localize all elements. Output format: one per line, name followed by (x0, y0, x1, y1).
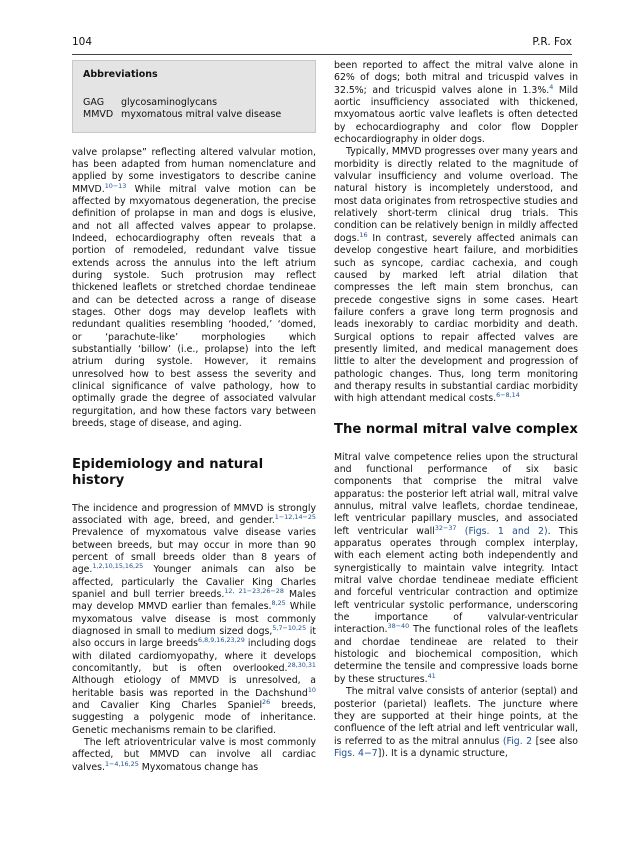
citation-link[interactable]: 5,7−10,25 (272, 623, 307, 632)
citation-link[interactable]: 38−40 (387, 622, 410, 631)
abbreviations-box (72, 60, 316, 133)
citation-link[interactable]: 12, 21−23,26−28 (224, 586, 284, 595)
abbreviation-row (83, 97, 305, 109)
abbreviation-key: MMVD (83, 109, 114, 121)
running-author: P.R. Fox (532, 36, 572, 48)
abbreviation-row (83, 109, 305, 121)
abbreviation-key: GAG (83, 97, 105, 109)
citation-link[interactable]: 32−37 (434, 523, 457, 532)
abbreviation-value: glycosaminoglycans (121, 97, 218, 109)
paragraph-progression: Typically, MMVD progresses over many years and morbidity is directly related to the magnitude of valvular insufficiency and volume overload. The natural history is incompletely understood, and most data originates from retrospective studies and relatively short-term clinical drug trials. This condition can be relatively benign in mildly affected dogs.$^{16}$ In contrast, severely affected animals can develop congestive heart failure, and morbidities such as syncope, cardiac cachexia, and cough caused by marked left atrial dilation that compresses the left main stem bronchus, can precede congestive signs in some cases. Heart failure confers a grave long term prognosis and leads inexorably to cardiac morbidity and death. Surgical options to repair affected valves are presently limited, and medical management does little to alter the development and progression of pathologic changes. Thus, long term monitoring and therapy results in substantial cardiac morbidity with high attendant medical costs.$^{6-8,14}$ (334, 146, 578, 405)
paragraph-prolapse: valve prolapse” reflecting altered valvular motion, has been adapted from human nomenclature and applied by some investigators to describe canine MMVD.$^{10-13}$ While mitral valve motion can be affected by mxyomatous degeneration, the precise definition of prolapse in man and dogs is elusive, and not all affected valves appear to prolapse. Indeed, echocardiography often reveals that a portion of remodeled, redundant valve tissue extends across the annulus into the left atrium during systole. Such protrusion may reflect thickened leaflets or stretched chordae tendineae and can be detected across a range of disease stages. Other dogs may develop leaflets with redundant qualities resembling ‘hooded,’ ‘domed, or ‘parachute-like’ morphologies which substantially ‘billow’ (i.e., prolapse) into the left atrium during systole. However, it remains unresolved how to best assess the severity and clinical significance of valve pathology, how to optimally grade the degree of associated valvular regurgitation, and how these factors vary between breeds, stage of disease, and aging. (72, 146, 316, 430)
abbreviations-title: Abbreviations (83, 69, 158, 80)
abbreviation-value: myxomatous mitral valve disease (121, 109, 282, 121)
section-heading-epidemiology: Epidemiology and natural history (72, 456, 264, 488)
citation-link[interactable]: 41 (427, 671, 436, 680)
citation-link[interactable]: 6−8,14 (496, 391, 520, 400)
citation-link[interactable]: 6,8,9,16,23,29 (198, 636, 245, 645)
citation-link[interactable]: 1−4,16,25 (104, 759, 139, 768)
citation-link[interactable]: 28,30,31 (287, 660, 316, 669)
right-column (334, 60, 578, 760)
citation-link[interactable]: 4 (549, 82, 554, 91)
citation-link[interactable]: 26 (262, 697, 271, 706)
page-number: 104 (72, 36, 93, 48)
citation-link[interactable]: 10 (307, 685, 316, 694)
figure-link[interactable]: (Figs. 1 and 2) (456, 525, 548, 537)
section-heading-mitral-complex: The normal mitral valve complex (334, 421, 578, 437)
paragraph-leaflets: The mitral valve consists of anterior (septal) and posterior (parietal) leaflets. The juncture where they are supported at their hinge points, at the confluence of the left atrial and left ventricular wall, is referred to as the mitral annulus (Fig. 2 [see also Figs. 4−7]). It is a dynamic structure, (334, 686, 578, 759)
left-column (72, 60, 316, 774)
paragraph-competence: Mitral valve competence relies upon the structural and functional performance of six basic components that comprise the mitral valve apparatus: the posterior left atrial wall, mitral valve annulus, mitral valve leaflets, chordae tendineae, left ventricular papillary muscles, and associated left ventricular wall$^{32-37}$ (Figs. 1 and 2). This apparatus operates through complex interplay, with each element acting both independently and synergistically to maintain valve integrity. Intact mitral valve chordae tendineae mediate efficient and forceful ventricular contraction and optimize left ventricular systolic performance, underscoring the importance of valvular-ventricular interaction.$^{38-40}$ The functional roles of the leaflets and chordae tendineae are related to their histologic and biochemical composition, which determine the tensile and compressive loads borne by these structures.$^{41}$ (334, 451, 578, 685)
paragraph-prevalence: been reported to affect the mitral valve alone in 62% of dogs; both mitral and tricuspid valves in 32.5%; and tricuspid valves alone in 1.3%.$^4$ Mild aortic insufficiency associated with thickened, mxyomatous aortic valve leaflets is often detected by echocardiography and color flow Doppler echocardiography in older dogs. (334, 60, 579, 146)
citation-link[interactable]: 16 (359, 230, 368, 239)
citation-link[interactable]: 1,2,10,15,16,25 (92, 562, 144, 571)
paragraph-incidence: The incidence and progression of MMVD is strongly associated with age, breed, and gender.$^{1-12,14-25}$ Prevalence of myxomatous valve disease varies between breeds, but may occur in more than 90 percent of small breeds older than 8 years of age.$^{1,2,10,15,16,25}$ Younger animals can also be affected, particularly the Cavalier King Charles spaniel and bull terrier breeds.$^{12, 21-23,26-28}$ Males may develop MMVD earlier than females.$^{8,25}$ While myxomatous valve disease is most commonly diagnosed in small to medium sized dogs,$^{5,7-10,25}$ it also occurs in large breeds$^{6,8,9,16,23,29}$ including dogs with dilated cardiomyopathy, where it develops concomitantly, but is often overlooked.$^{28,30,31}$ Although etiology of MMVD is unresolved, a heritable basis was reported in the Dachshund$^{10}$ and Cavalier King Charles Spaniel$^{26}$ breeds, suggesting a polygenic mode of inheritance. Genetic mechanisms remain to be clarified. (72, 502, 317, 736)
citation-link[interactable]: 10−13 (104, 181, 127, 190)
header-rule (72, 54, 572, 55)
paragraph-atrioventricular: The left atrioventricular valve is most commonly affected, but MMVD can involve all cardiac valves.$^{1-4,16,25}$ Myxomatous change has (72, 737, 316, 773)
citation-link[interactable]: 1−12,14−25 (274, 512, 316, 521)
citation-link[interactable]: 8,25 (271, 599, 286, 608)
figure-link[interactable]: Figs. 4−7 (334, 747, 378, 759)
figure-link[interactable]: (Fig. 2 (499, 735, 533, 747)
